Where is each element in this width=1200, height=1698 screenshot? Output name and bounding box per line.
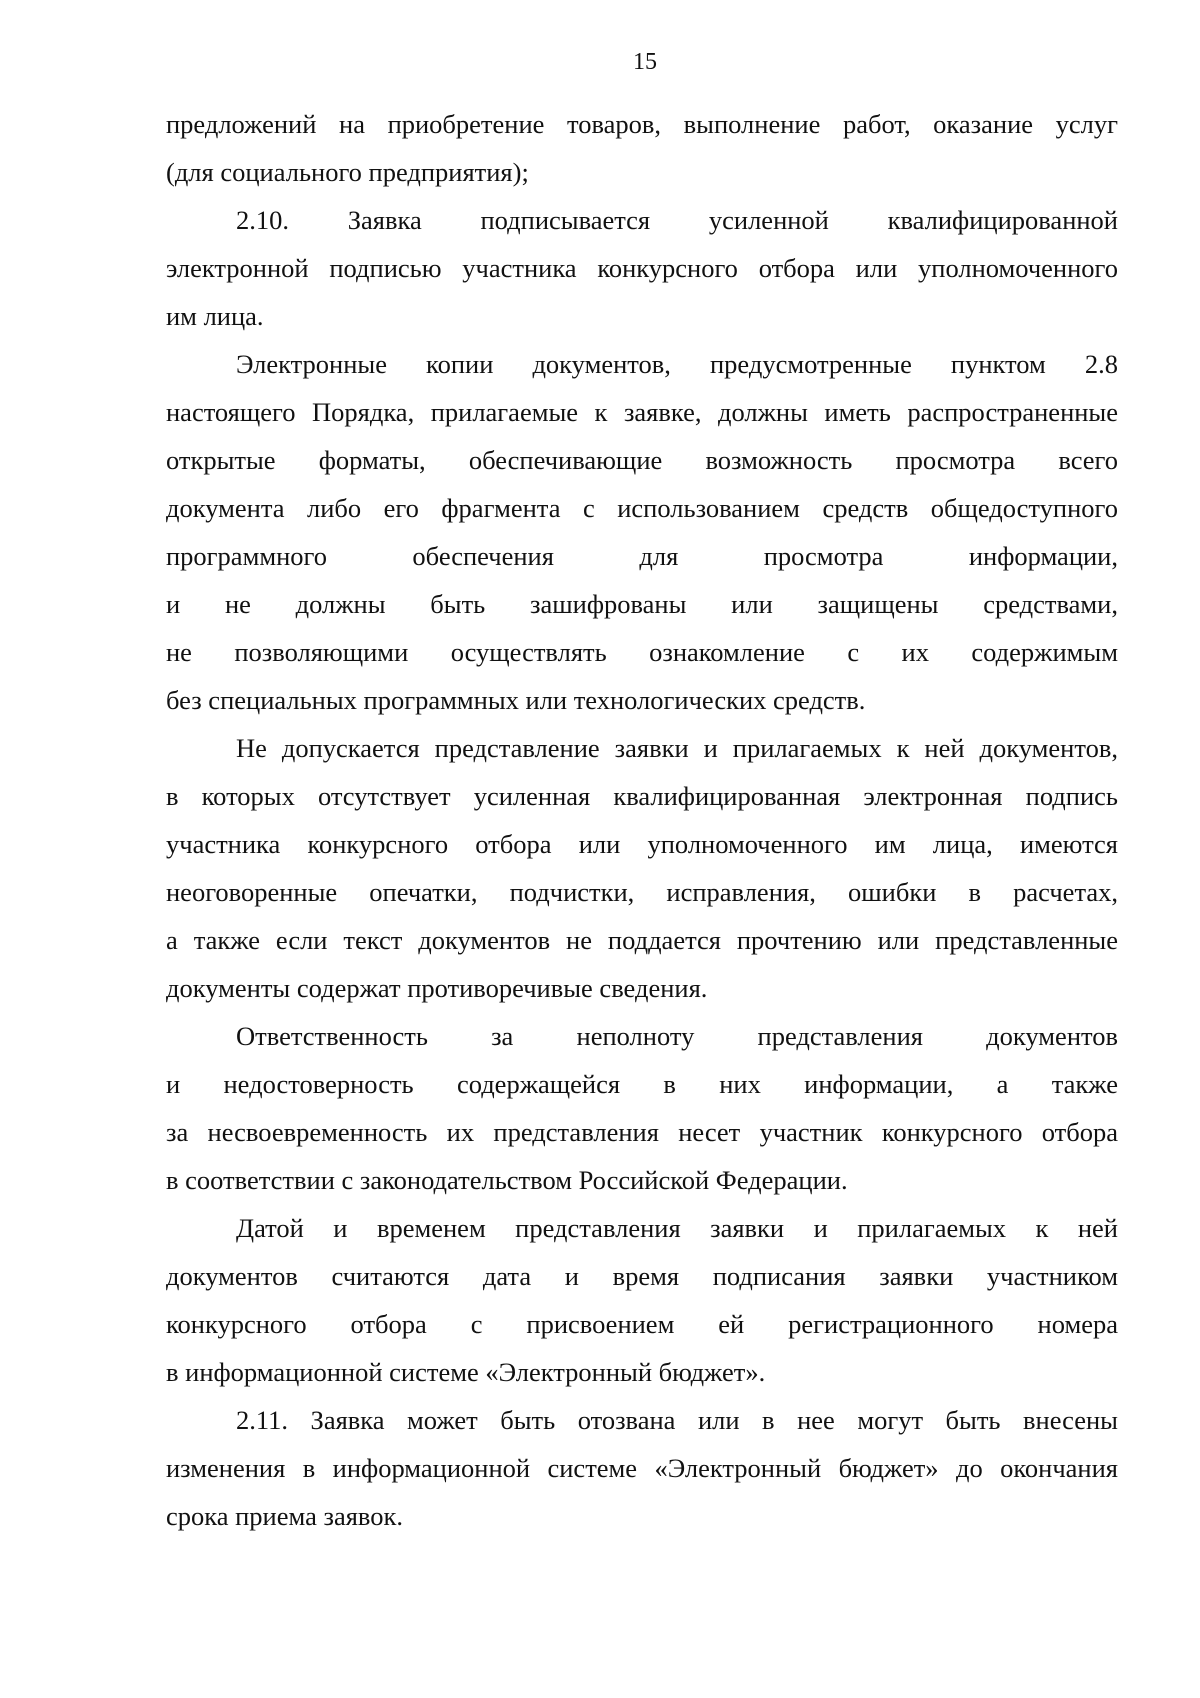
- text-line: без специальных программных или технологических средств.: [166, 685, 866, 715]
- paragraph: [166, 196, 1118, 340]
- text-line: в которых отсутствует усиленная квалифицированная электронная подпись: [166, 781, 1118, 811]
- text-line: электронной подписью участника конкурсного отбора или уполномоченного: [166, 253, 1118, 283]
- text-line: предложений на приобретение товаров, выполнение работ, оказание услуг: [166, 109, 1118, 139]
- text-line: документы содержат противоречивые сведения.: [166, 973, 708, 1003]
- paragraph: [166, 724, 1118, 1012]
- text-line: (для социального предприятия);: [166, 157, 529, 187]
- text-line: изменения в информационной системе «Электронный бюджет» до окончания: [166, 1453, 1118, 1483]
- text-line: за несвоевременность их представления несет участник конкурсного отбора: [166, 1117, 1118, 1147]
- text-line: 2.11. Заявка может быть отозвана или в нее могут быть внесены: [236, 1405, 1118, 1435]
- text-line: Ответственность за неполноту представления документов: [236, 1021, 1118, 1051]
- text-line: и не должны быть зашифрованы или защищены средствами,: [166, 589, 1118, 619]
- text-line: Не допускается представление заявки и прилагаемых к ней документов,: [236, 733, 1118, 763]
- text-line: конкурсного отбора с присвоением ей регистрационного номера: [166, 1309, 1118, 1339]
- page-number: 15: [633, 49, 657, 75]
- text-line: им лица.: [166, 301, 264, 331]
- paragraph: [166, 340, 1118, 724]
- text-line: документов считаются дата и время подписания заявки участником: [166, 1261, 1118, 1291]
- text-line: а также если текст документов не поддается прочтению или представленные: [166, 925, 1118, 955]
- text-line: в информационной системе «Электронный бюджет».: [166, 1357, 766, 1387]
- paragraph: [166, 1204, 1118, 1396]
- paragraph: [166, 1396, 1118, 1540]
- text-line: 2.10. Заявка подписывается усиленной квалифицированной: [236, 205, 1118, 235]
- text-line: Датой и временем представления заявки и прилагаемых к ней: [236, 1213, 1118, 1243]
- paragraph: [166, 100, 1118, 196]
- text-line: открытые форматы, обеспечивающие возможность просмотра всего: [166, 445, 1118, 475]
- text-line: не позволяющими осуществлять ознакомление с их содержимым: [166, 637, 1118, 667]
- text-line: в соответствии с законодательством Российской Федерации.: [166, 1165, 848, 1195]
- text-line: участника конкурсного отбора или уполномоченного им лица, имеются: [166, 829, 1118, 859]
- text-line: документа либо его фрагмента с использованием средств общедоступного: [166, 493, 1118, 523]
- text-line: срока приема заявок.: [166, 1501, 403, 1531]
- text-line: и недостоверность содержащейся в них информации, а также: [166, 1069, 1118, 1099]
- text-line: неоговоренные опечатки, подчистки, исправления, ошибки в расчетах,: [166, 877, 1118, 907]
- document-body: [166, 100, 1118, 1540]
- text-line: программного обеспечения для просмотра информации,: [166, 541, 1118, 571]
- text-line: Электронные копии документов, предусмотренные пунктом 2.8: [236, 349, 1118, 379]
- paragraph: [166, 1012, 1118, 1204]
- text-line: настоящего Порядка, прилагаемые к заявке, должны иметь распространенные: [166, 397, 1118, 427]
